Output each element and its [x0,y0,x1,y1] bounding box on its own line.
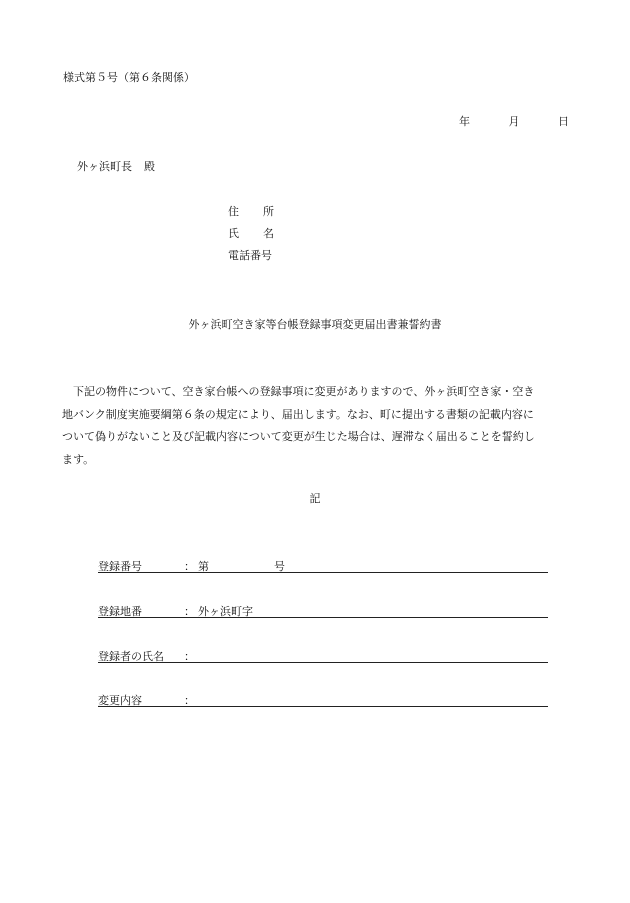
registrant-name-field[interactable] [98,648,548,663]
addressee [77,161,155,172]
field-label: 登録者の氏名 [98,650,164,663]
field-colon: ： [184,650,195,663]
addressee-honorific: 殿 [144,160,155,173]
field-label: 変更内容 [98,694,142,707]
field-colon: ： [184,560,195,573]
change-details-field[interactable] [98,692,548,707]
ki-heading: 記 [309,492,321,505]
body-paragraph [62,381,569,471]
field-label: 登録地番 [98,605,142,618]
applicant-address-label: 住 所 [228,205,274,218]
document-title: 外ヶ浜町空き家等台帳登録事項変更届出書兼誓約書 [188,318,442,331]
registration-lot-field[interactable] [98,603,548,618]
body-line: ます。 [62,452,95,466]
applicant-phone-label: 電話番号 [228,249,272,262]
field-prefix: 第 [198,560,209,573]
body-line: 地バンク制度実施要綱第６条の規定により、届出します。なお、町に提出する書類の記載内容に [62,407,534,421]
date-day-label: 日 [558,115,569,128]
date-year-label: 年 [459,115,470,128]
body-line: ついて偽りがないこと及び記載内容について変更が生じた場合は、遅滞なく届出ることを誓約し [62,430,535,443]
date-row [459,116,569,127]
field-prefix: 外ヶ浜町字 [198,605,253,618]
date-month-label: 月 [508,115,520,128]
body-line: 下記の物件について、空き家台帳への登録事項に変更がありますので、外ヶ浜町空き家・空き [73,385,535,398]
form-number: 様式第５号（第６条関係） [63,71,195,84]
field-label: 登録番号 [98,560,142,573]
field-colon: ： [184,605,195,618]
registration-number-field[interactable] [98,558,548,573]
applicant-name-label: 氏 名 [228,227,274,240]
field-suffix: 号 [274,560,285,573]
field-colon: ： [184,694,195,707]
addressee-name: 外ヶ浜町長 [77,160,132,173]
